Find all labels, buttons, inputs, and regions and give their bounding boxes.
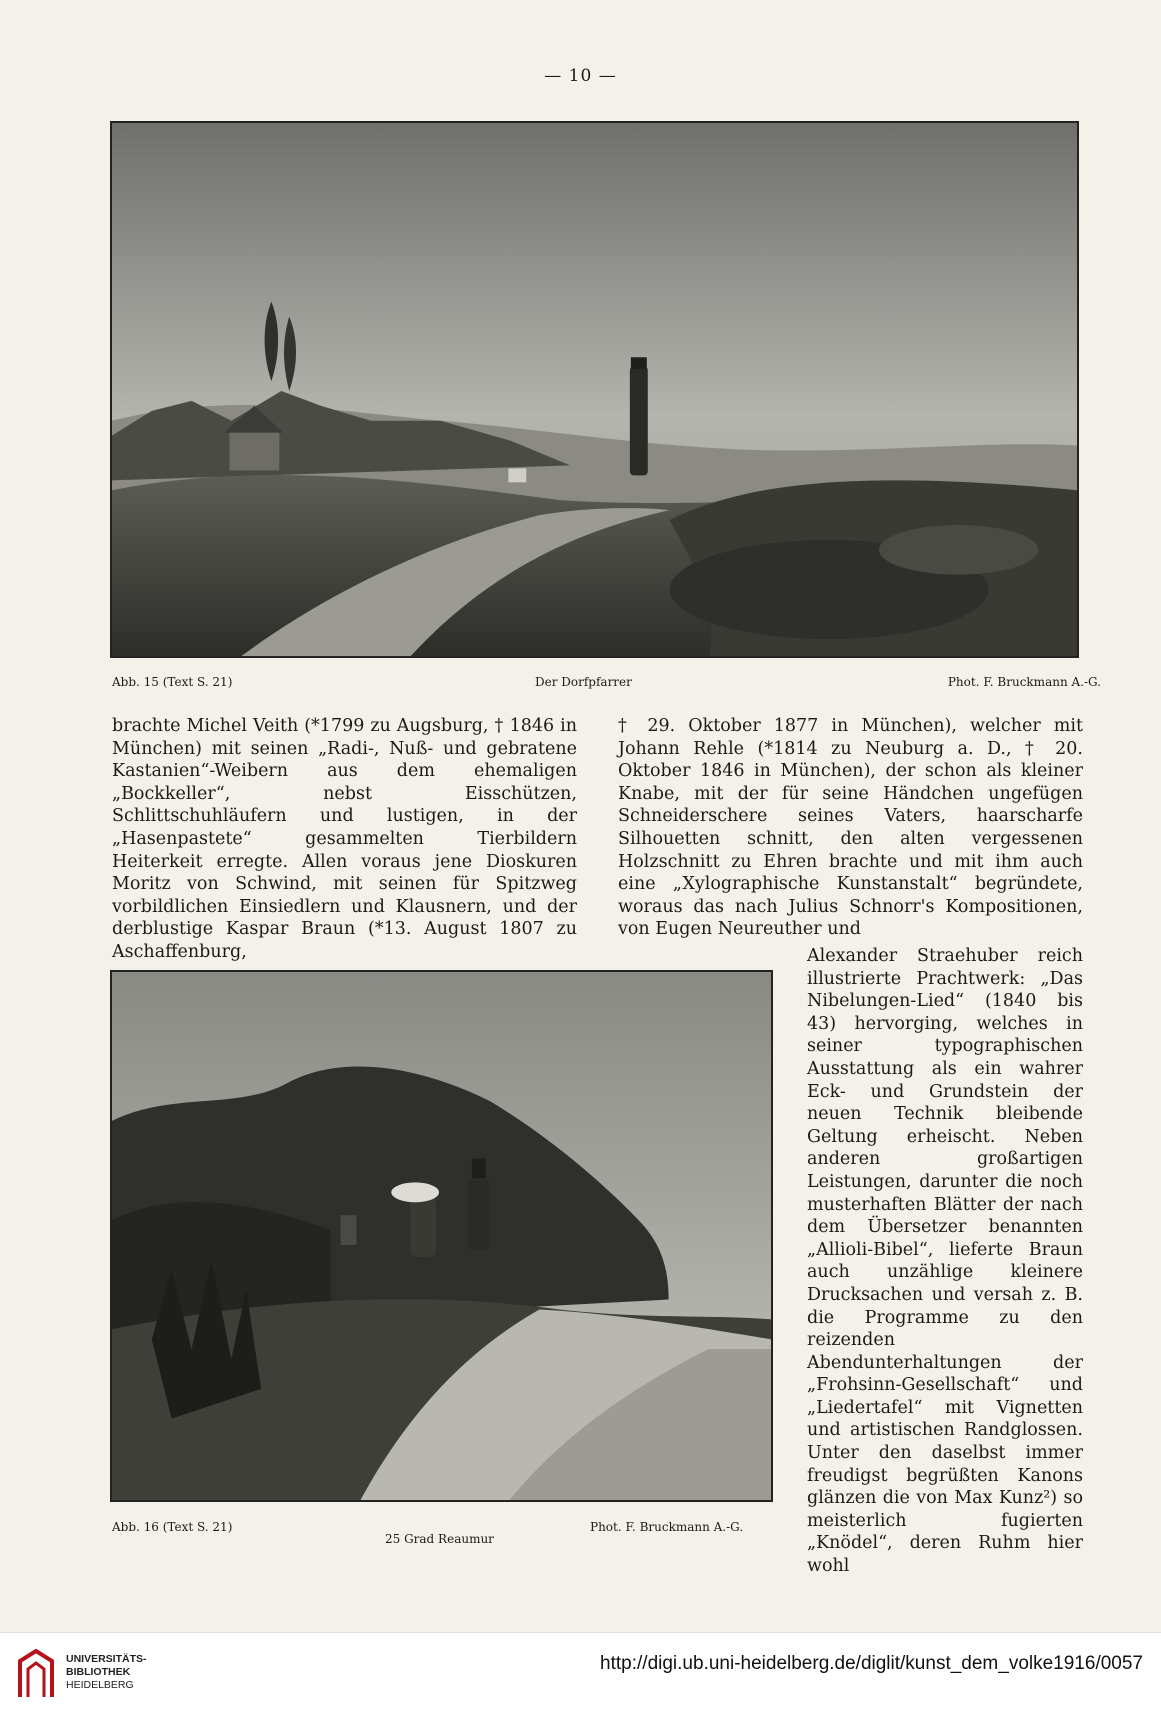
right-text-column [618, 715, 1083, 947]
figure-16-image [110, 970, 773, 1502]
left-text-column [112, 715, 577, 962]
library-name-line-2: BIBLIOTHEK [66, 1666, 131, 1678]
narrow-column-paragraph: Alexander Straehuber reich illustrierte Prachtwerk: „Das Nibelungen-Lied“ (1840 bis 43) hervorging, welches in seiner typographischen Ausstattung als ein wahrer Eck- und Grundstein der neuen Technik bleibende Geltung erheischt. Neben anderen großartigen Leistungen, darunter die noch musterhaften Blätter der nach dem Übersetzer benannten „Allioli-Bibel“, lieferte Braun auch unzählige kleinere Drucksachen und versah z. B. die Programme zu den reizenden Abendunterhaltungen der „Frohsinn-Gesellschaft“ und „Liedertafel“ mit Vignetten und artistischen Randglossen. Unter den daselbst immer freudigst begrüßten Kanons glänzen die von Max Kunz²) so meisterlich fugierten „Knödel“, deren Ruhm hier wohl [807, 946, 1083, 1577]
family-walk-painting-illustration [112, 972, 771, 1500]
page-number: — 10 — [544, 66, 617, 86]
figure-16-credit: Phot. F. Bruckmann A.-G. [590, 1520, 744, 1534]
figure-15-title: Der Dorfpfarrer [535, 675, 632, 689]
library-name [66, 1653, 147, 1692]
figure-16-title: 25 Grad Reaumur [385, 1532, 494, 1546]
left-column-paragraph: brachte Michel Veith (*1799 zu Augsburg, † 1846 in München) mit seinen „Radi-, Nuß- und gebratene Kastanien“-Weibern aus dem ehemaligen „Bockkeller“, nebst Eisschützen, Schlittschuhläufern und lustigen, in der „Hasenpastete“ gesammelten Tierbildern Heiterkeit erregte. Allen voraus jene Dioskuren Moritz von Schwind, mit seinen für Spitzweg vorbildlichen Einsiedlern und Klausnern, und der derblustige Kaspar Braun (*13. August 1807 zu Aschaffenburg, [112, 716, 577, 962]
pastor-painting-illustration [112, 123, 1077, 656]
library-footer [0, 1632, 1161, 1718]
source-url-link[interactable]: http://digi.ub.uni-heidelberg.de/diglit/kunst_dem_volke1916/0057 [600, 1653, 1143, 1674]
library-name-line-1: UNIVERSITÄTS- [66, 1653, 147, 1665]
figure-15-label: Abb. 15 (Text S. 21) [112, 675, 233, 689]
figure-16-label: Abb. 16 (Text S. 21) [112, 1520, 233, 1534]
library-name-line-3: HEIDELBERG [66, 1679, 134, 1691]
figure-15-image [110, 121, 1079, 658]
figure-15-credit: Phot. F. Bruckmann A.-G. [947, 675, 1101, 689]
narrow-text-column [807, 945, 1083, 1577]
right-column-paragraph: † 29. Oktober 1877 in München), welcher mit Johann Rehle (*1814 zu Neuburg a. D., † 20. Oktober 1846 in München), der schon als kleiner Knabe, mit der für seine Händchen ungefügen Schneiderschere seines Vaters, haarscharfe Silhouetten schnitt, den alten vergessenen Holzschnitt zu Ehren brachte und mit ihm auch eine „Xylographische Kunstanstalt“ begründete, woraus das nach Julius Schnorr's Kompositionen, von Eugen Neureuther und [618, 716, 1083, 940]
university-library-logo-icon [14, 1647, 58, 1701]
